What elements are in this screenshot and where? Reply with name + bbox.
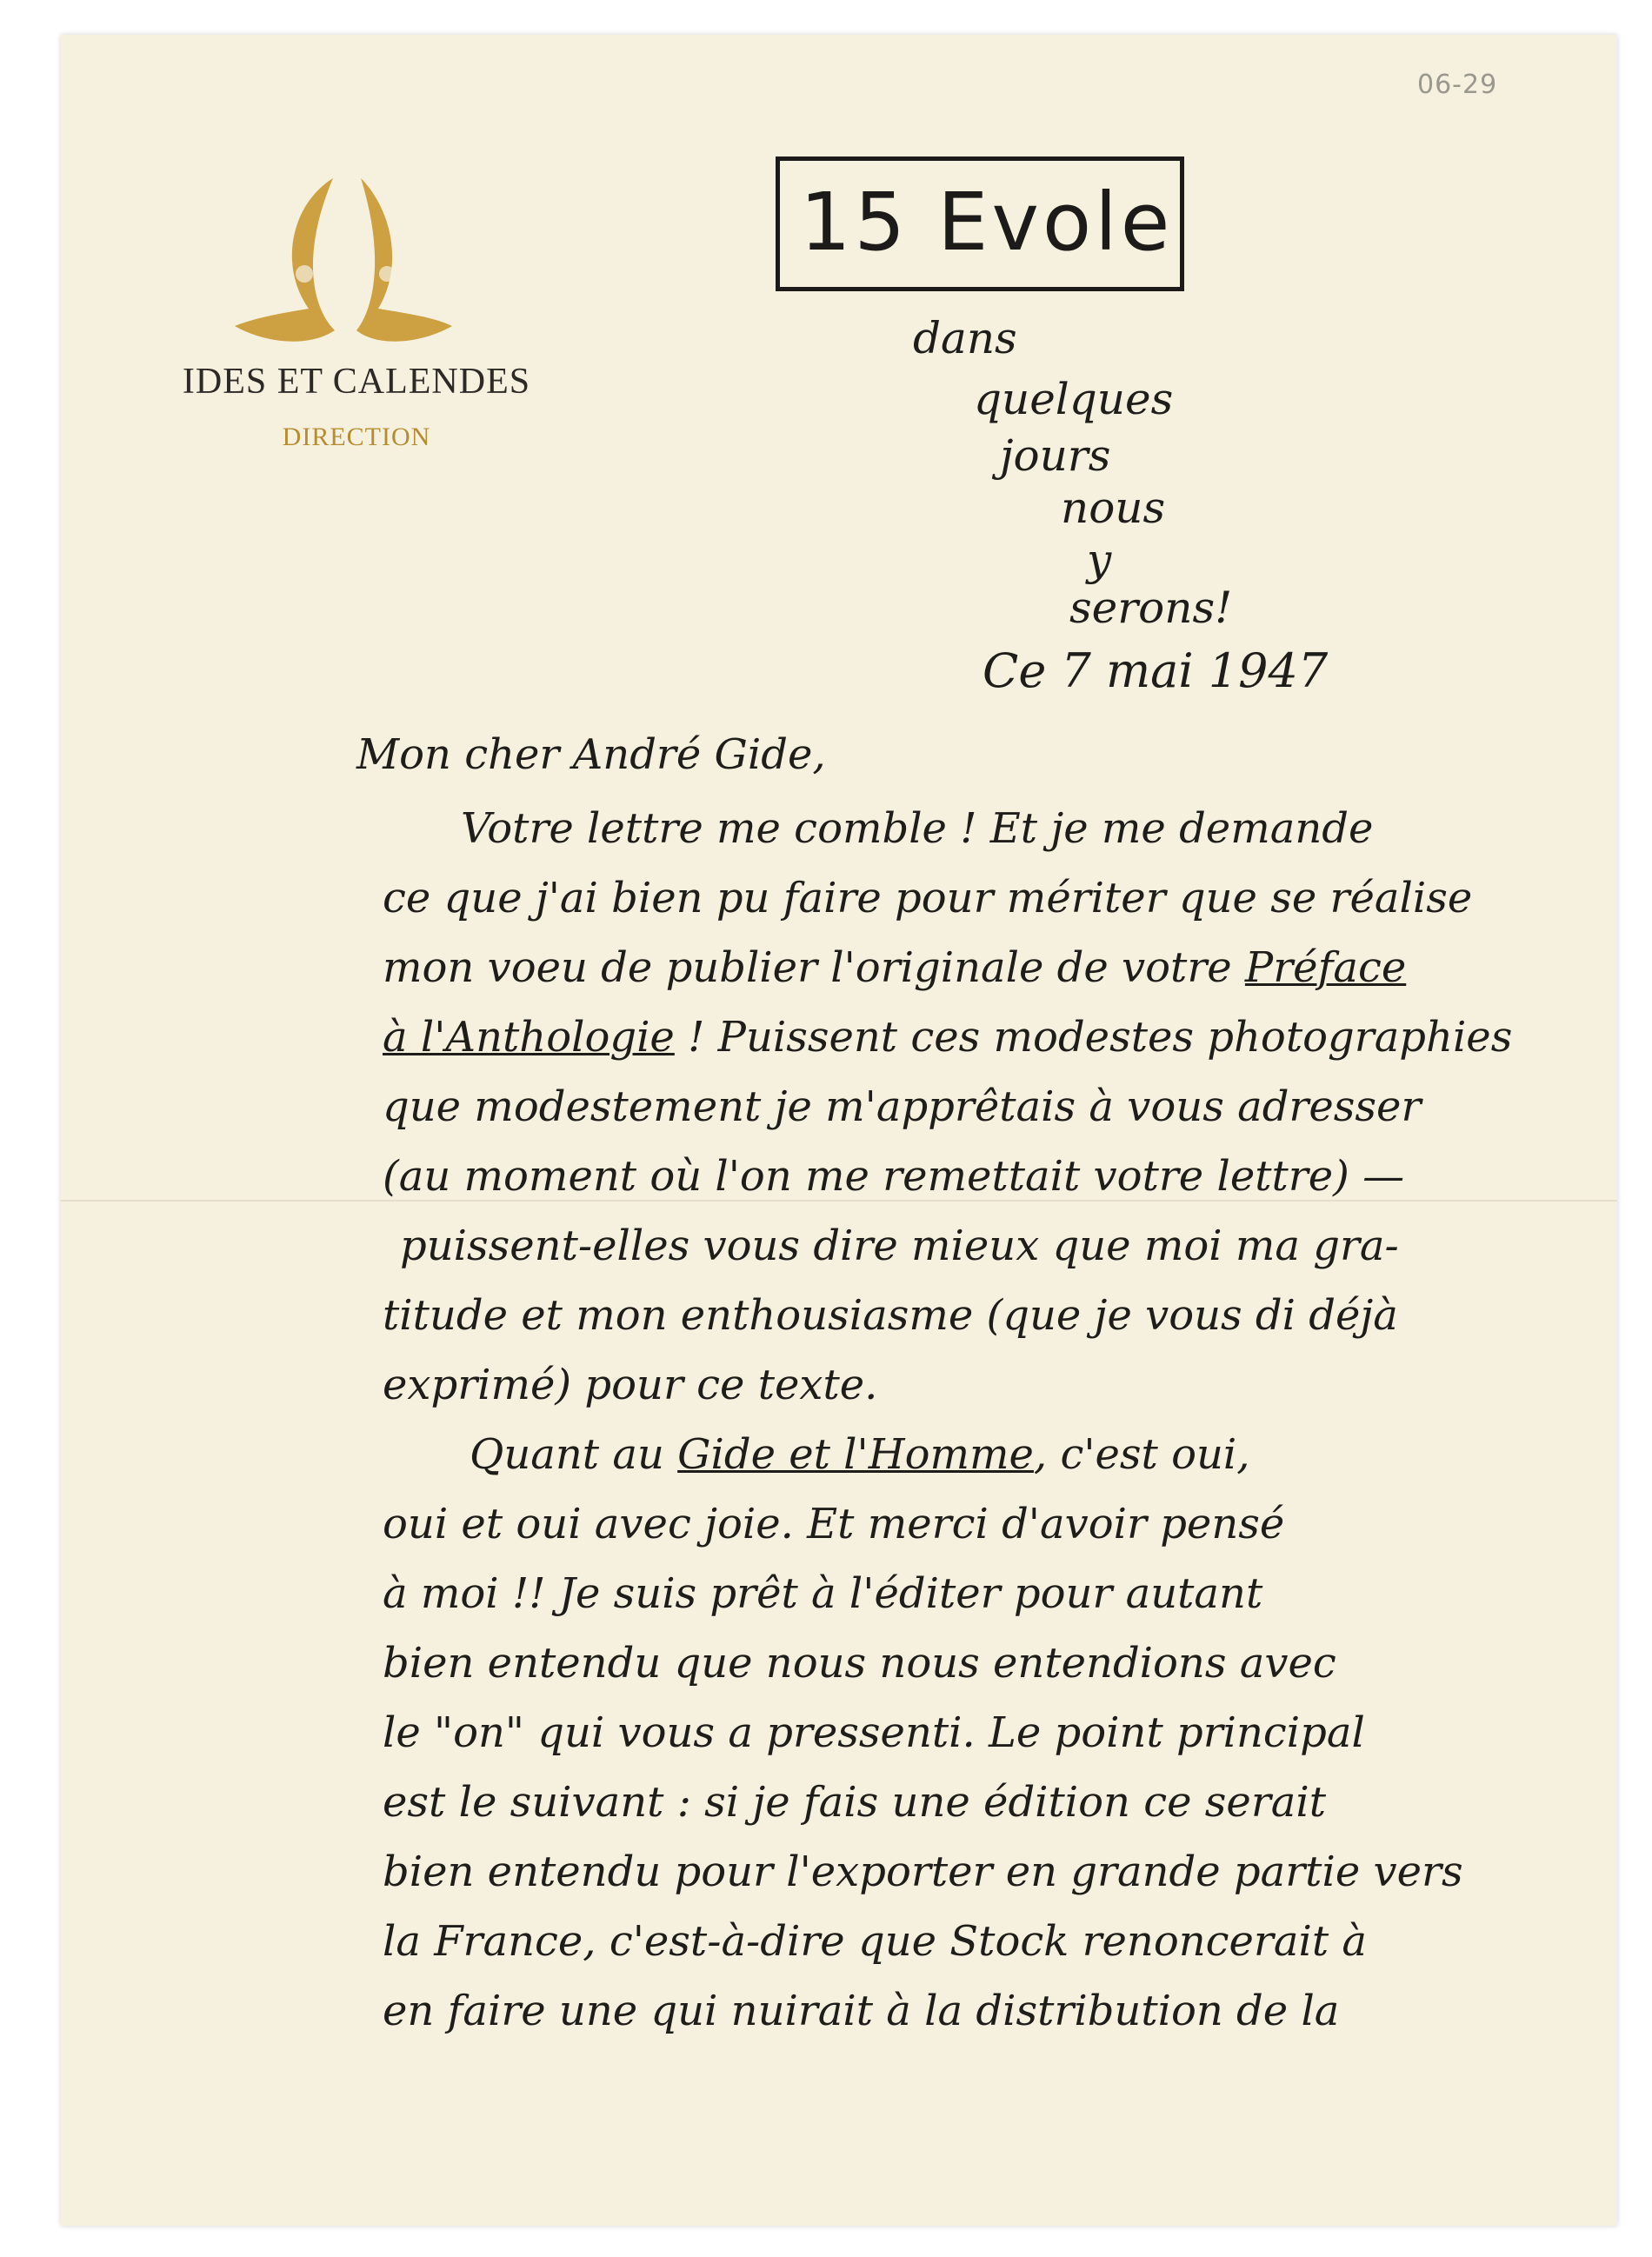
note-word: serons! (1069, 583, 1233, 633)
body-line: titude et mon enthousiasme (que je vous di déjà (383, 1291, 1398, 1340)
letter-date: Ce 7 mai 1947 (983, 643, 1329, 698)
crescent-moons-logo (230, 170, 456, 361)
body-line: à moi !! Je suis prêt à l'éditer pour autant (383, 1569, 1263, 1618)
body-line: ce que j'ai bien pu faire pour mériter que se réalise (383, 874, 1473, 922)
note-word: quelques (974, 374, 1174, 424)
body-line: que modestement je m'apprêtais à vous adresser (383, 1082, 1422, 1131)
note-word: nous (1061, 483, 1166, 533)
address-text: 15 Evole (800, 176, 1174, 269)
body-line: mon voeu de publier l'originale de votre Préface (383, 943, 1407, 992)
body-line: bien entendu pour l'exporter en grande partie vers (383, 1848, 1463, 1896)
anthology-title: à l'Anthologie (383, 1013, 675, 1062)
body-line: exprimé) pour ce texte. (383, 1361, 878, 1409)
body-line: le "on" qui vous a pressenti. Le point principal (383, 1708, 1365, 1757)
body-line: puissent-elles vous dire mieux que moi ma gra- (400, 1222, 1399, 1270)
gide-homme-title: Gide et l'Homme (677, 1430, 1034, 1479)
body-line: en faire une qui nuirait à la distribution de la (383, 1987, 1340, 2035)
body-line: bien entendu que nous nous entendions avec (383, 1639, 1336, 1688)
preface-title: Préface (1244, 943, 1407, 992)
body-line: à l'Anthologie ! Puissent ces modestes photographies (383, 1013, 1513, 1062)
body-line: (au moment où l'on me remettait votre lettre) — (383, 1152, 1405, 1201)
body-line: Quant au Gide et l'Homme, c'est oui, (470, 1430, 1250, 1479)
note-word: y (1087, 535, 1112, 585)
body-line: oui et oui avec joie. Et merci d'avoir pensé (383, 1500, 1285, 1548)
letterhead-department: DIRECTION (282, 423, 431, 451)
body-line: est le suivant : si je fais une édition ce serait (383, 1778, 1327, 1827)
letterhead-name: IDES ET CALENDES (182, 362, 531, 402)
body-line: Votre lettre me comble ! Et je me demande (461, 804, 1374, 853)
note-word: jours (1000, 430, 1111, 481)
catalog-number: 06-29 (1417, 70, 1498, 100)
body-line: la France, c'est-à-dire que Stock renoncerait à (383, 1917, 1368, 1966)
salutation: Mon cher André Gide, (356, 730, 826, 779)
letter-page (61, 35, 1617, 2226)
note-word: dans (913, 313, 1017, 363)
